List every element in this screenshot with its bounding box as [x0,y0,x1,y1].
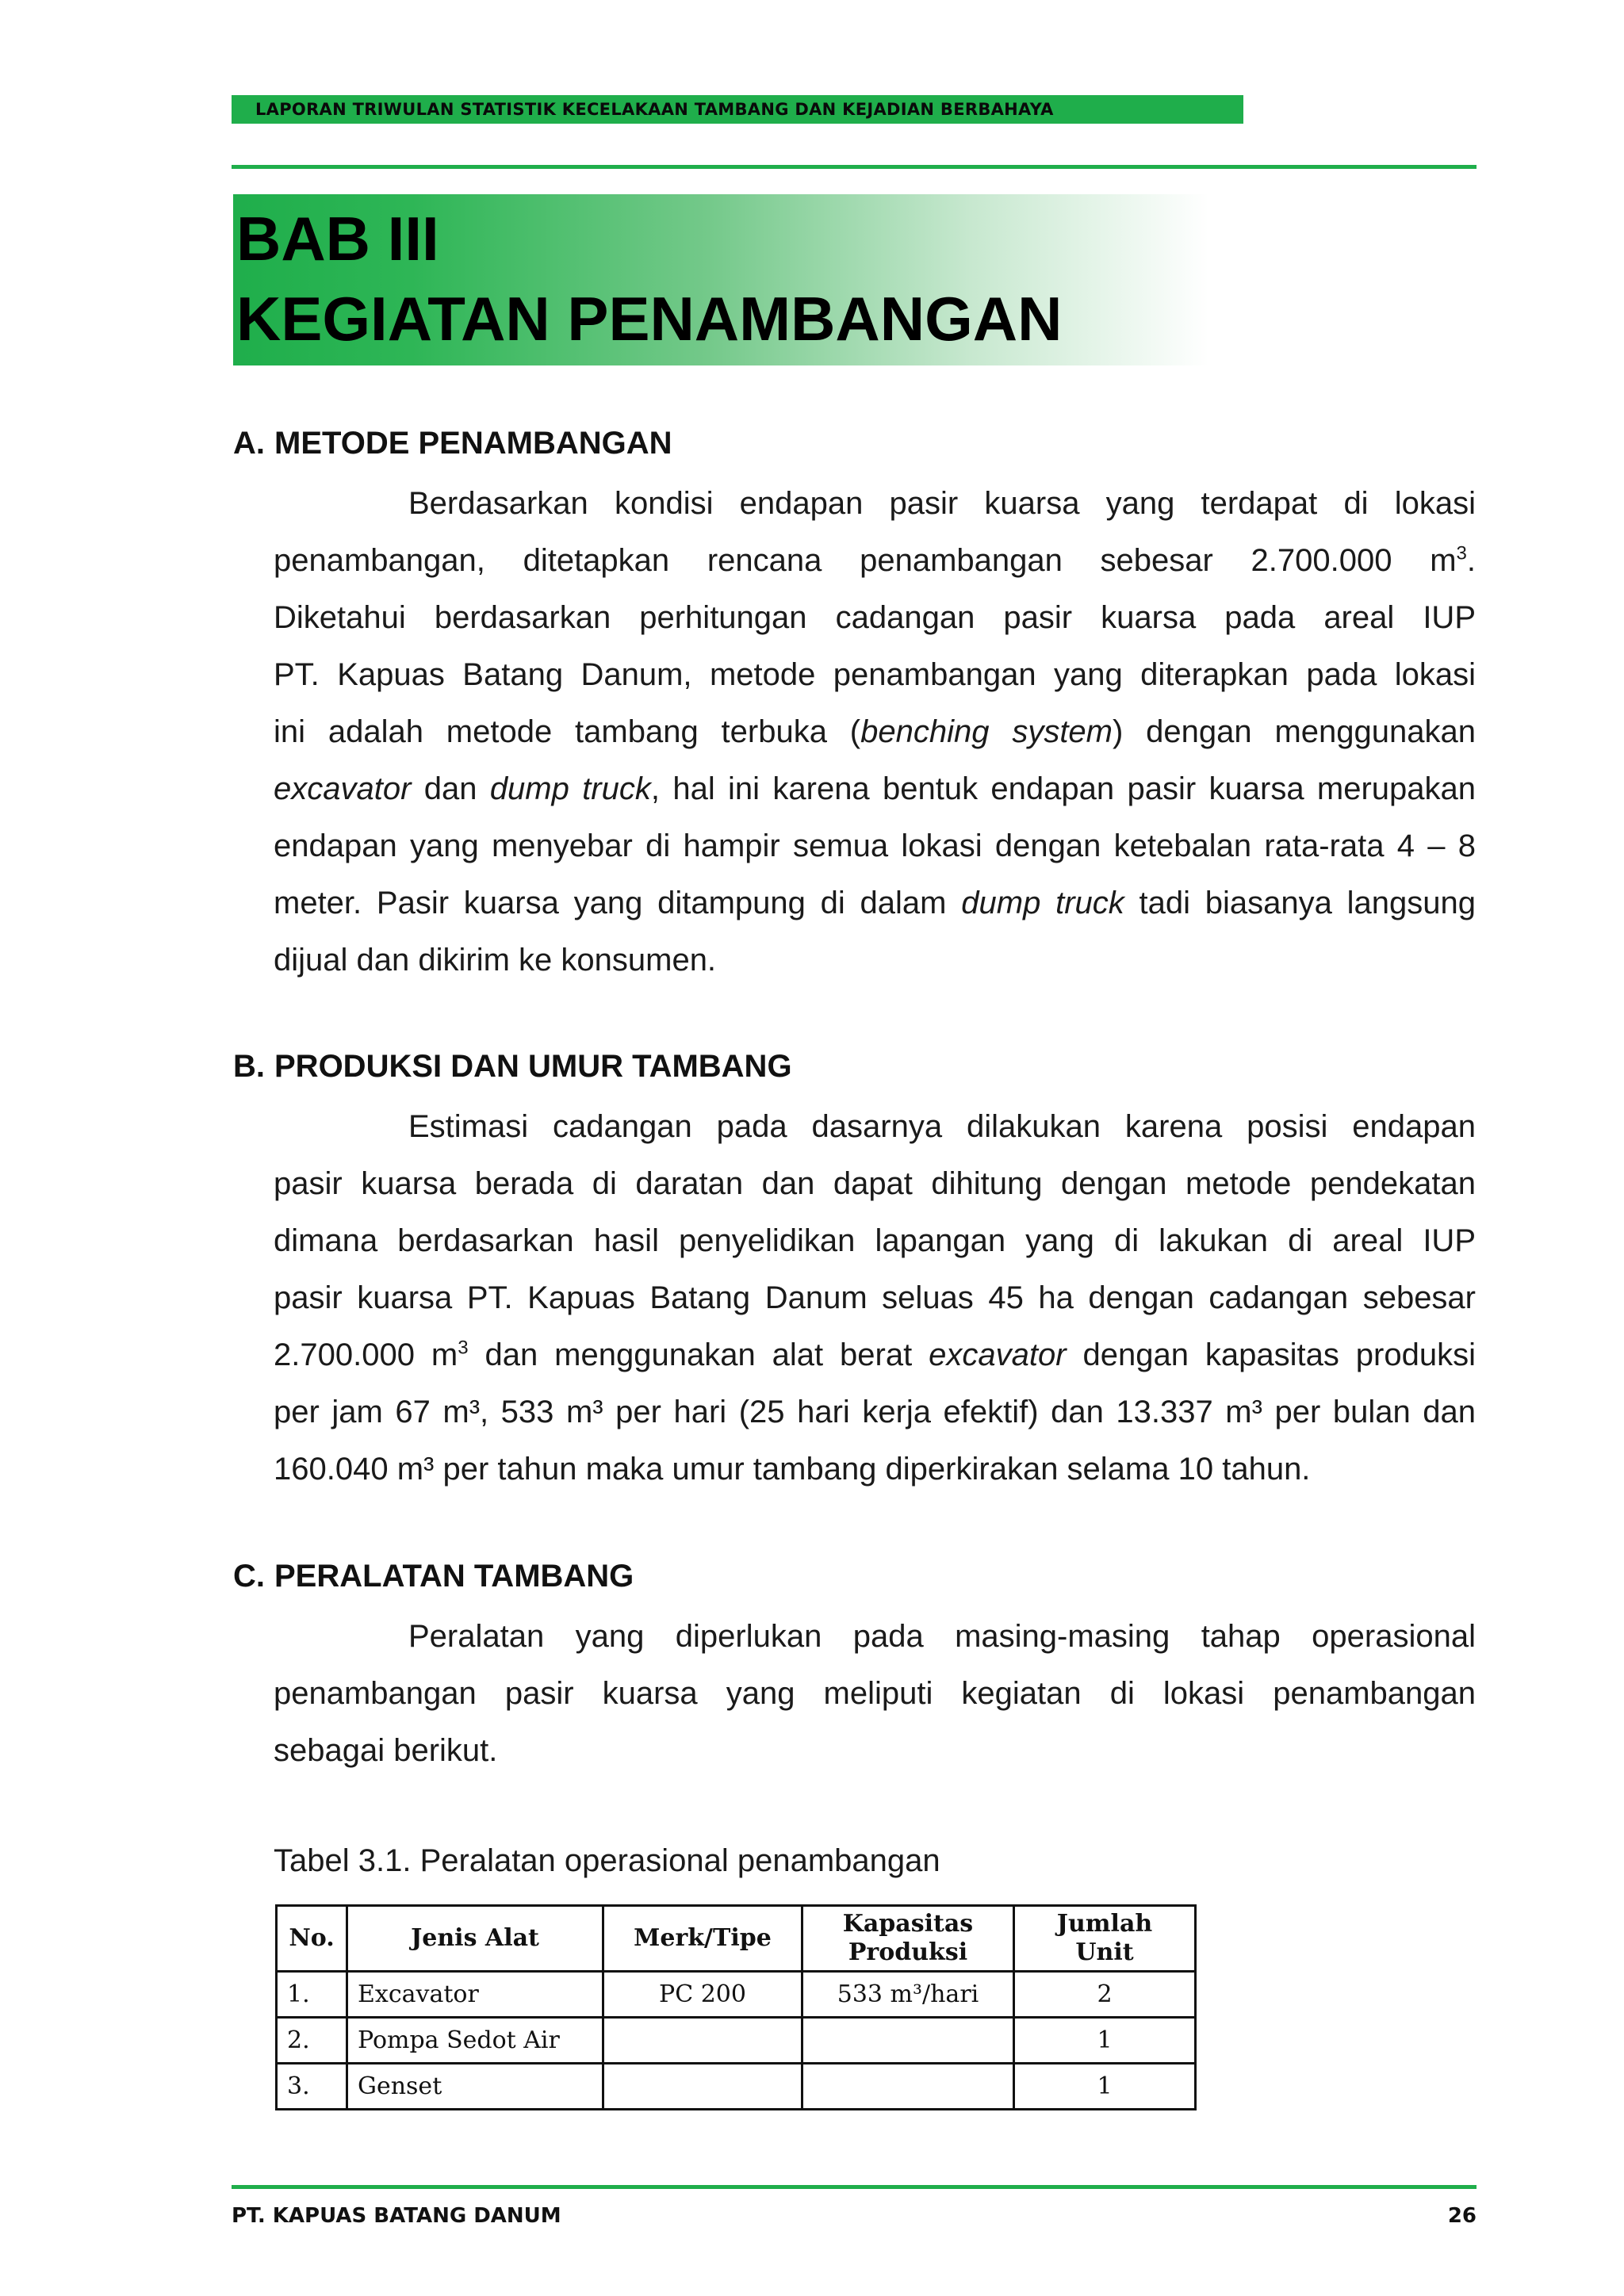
header-text: Unit [1075,1938,1134,1966]
line-text: Berdasarkan kondisi endapan pasir kuarsa yang terdapat di lokasi [408,486,1476,521]
section-b-letter: B. [233,1049,265,1084]
paragraph-line [274,475,1476,532]
paragraph-line [274,532,1476,589]
section-a-letter: A. [233,426,265,461]
italic-term: benching system [860,714,1113,749]
header-jumlah [1014,1906,1196,1972]
cell-jumlah: 2 [1014,1972,1196,2018]
italic-term: dump truck [489,771,651,806]
section-c-paragraph [274,1608,1476,1779]
header-merk-tipe: Merk/Tipe [603,1906,802,1972]
italic-term: dump truck [961,886,1124,920]
line-text: ini adalah metode tambang terbuka ( [274,714,861,749]
italic-term: excavator [929,1337,1067,1372]
cell-kapasitas [802,2064,1014,2110]
paragraph-line [274,1722,1476,1779]
line-text: dengan kapasitas produksi [1066,1337,1476,1372]
cell-no: 1. [277,1972,347,2018]
chapter-title: KEGIATAN PENAMBANGAN [236,284,1063,354]
line-text: endapan yang menyebar di hampir semua lokasi dengan ketebalan rata-rata 4 – 8 [274,828,1476,863]
header-jenis-alat: Jenis Alat [347,1906,603,1972]
section-a-paragraph [274,475,1476,989]
paragraph-line [274,1098,1476,1155]
header-text: Produksi [848,1938,968,1966]
section-c-title: PERALATAN TAMBANG [274,1559,634,1594]
header-kapasitas [802,1906,1014,1972]
section-c-heading [233,1559,634,1594]
paragraph-line [274,646,1476,703]
paragraph-line [274,760,1476,817]
line-text: sebagai berikut. [274,1733,498,1768]
paragraph-line [274,1441,1476,1498]
cell-jenis-alat: Genset [347,2064,603,2110]
cell-jumlah: 1 [1014,2064,1196,2110]
cell-kapasitas: 533 m³/hari [802,1972,1014,2018]
table-row [277,1972,1196,2018]
line-text: , hal ini karena bentuk endapan pasir kuarsa merupakan [650,771,1477,806]
line-text: Diketahui berdasarkan perhitungan cadangan pasir kuarsa pada areal IUP [274,600,1476,635]
line-text: 160.040 m³ per tahun maka umur tambang diperkirakan selama 10 tahun. [274,1452,1311,1487]
line-text: 2.700.000 m [274,1337,458,1372]
line-text: pasir kuarsa PT. Kapuas Batang Danum seluas 45 ha dengan cadangan sebesar [274,1280,1476,1315]
line-text: ) dengan menggunakan [1113,714,1476,749]
chapter-number: BAB III [236,204,439,274]
cell-no: 2. [277,2018,347,2064]
line-text: Estimasi cadangan pada dasarnya dilakukan karena posisi endapan [408,1109,1476,1144]
header-rule [232,165,1477,169]
footer-rule [232,2185,1477,2189]
superscript: 3 [458,1337,469,1359]
line-text: dijual dan dikirim ke konsumen. [274,943,717,978]
cell-merk-tipe [603,2018,802,2064]
report-header-title: LAPORAN TRIWULAN STATISTIK KECELAKAAN TAMBANG DAN KEJADIAN BERBAHAYA [255,100,1054,119]
cell-jenis-alat: Excavator [347,1972,603,2018]
paragraph-line [274,703,1476,760]
cell-merk-tipe [603,2064,802,2110]
line-text: dan [411,771,490,806]
header-text: Jumlah [1056,1910,1153,1938]
cell-jumlah: 1 [1014,2018,1196,2064]
line-text: penambangan, ditetapkan rencana penambangan sebesar 2.700.000 m [274,543,1457,578]
cell-kapasitas [802,2018,1014,2064]
paragraph-line [274,817,1476,874]
section-a-heading [233,426,672,461]
header-no: No. [277,1906,347,1972]
paragraph-line [274,1269,1476,1326]
section-c-letter: C. [233,1559,265,1594]
italic-term: excavator [274,771,412,806]
line-text: penambangan pasir kuarsa yang meliputi kegiatan di lokasi penambangan [274,1676,1476,1711]
section-b-heading [233,1049,792,1085]
footer-company: PT. KAPUAS BATANG DANUM [232,2204,561,2228]
paragraph-line [274,1212,1476,1269]
superscript: 3 [1456,542,1467,564]
paragraph-line [274,1608,1476,1665]
line-text: Peralatan yang diperlukan pada masing-masing tahap operasional [408,1619,1476,1654]
table-row [277,2018,1196,2064]
paragraph-line [274,932,1476,989]
line-text: tadi biasanya langsung [1124,886,1477,920]
line-text: PT. Kapuas Batang Danum, metode penambangan yang diterapkan pada lokasi [274,657,1476,692]
header-text: Kapasitas [842,1910,974,1938]
paragraph-line [274,1155,1476,1212]
section-a-title: METODE PENAMBANGAN [274,426,672,461]
paragraph-line [274,1326,1476,1383]
table-header-row [277,1906,1196,1972]
line-text: meter. Pasir kuarsa yang ditampung di dalam [274,886,962,920]
cell-jenis-alat: Pompa Sedot Air [347,2018,603,2064]
line-text: per jam 67 m³, 533 m³ per hari (25 hari kerja efektif) dan 13.337 m³ per bulan dan [274,1395,1476,1429]
line-text: dan menggunakan alat berat [468,1337,929,1372]
line-text: dimana berdasarkan hasil penyelidikan lapangan yang di lakukan di areal IUP [274,1223,1476,1258]
paragraph-line [274,874,1476,932]
section-b-paragraph [274,1098,1476,1498]
paragraph-line [274,1383,1476,1441]
equipment-table [275,1904,1197,2110]
paragraph-line [274,589,1476,646]
cell-merk-tipe: PC 200 [603,1972,802,2018]
table-row [277,2064,1196,2110]
section-b-title: PRODUKSI DAN UMUR TAMBANG [274,1049,792,1084]
page-number: 26 [1447,2204,1477,2228]
cell-no: 3. [277,2064,347,2110]
paragraph-line [274,1665,1476,1722]
table-caption: Tabel 3.1. Peralatan operasional penambangan [274,1843,940,1878]
line-text: . [1466,543,1476,578]
line-text: pasir kuarsa berada di daratan dan dapat dihitung dengan metode pendekatan [274,1166,1476,1201]
